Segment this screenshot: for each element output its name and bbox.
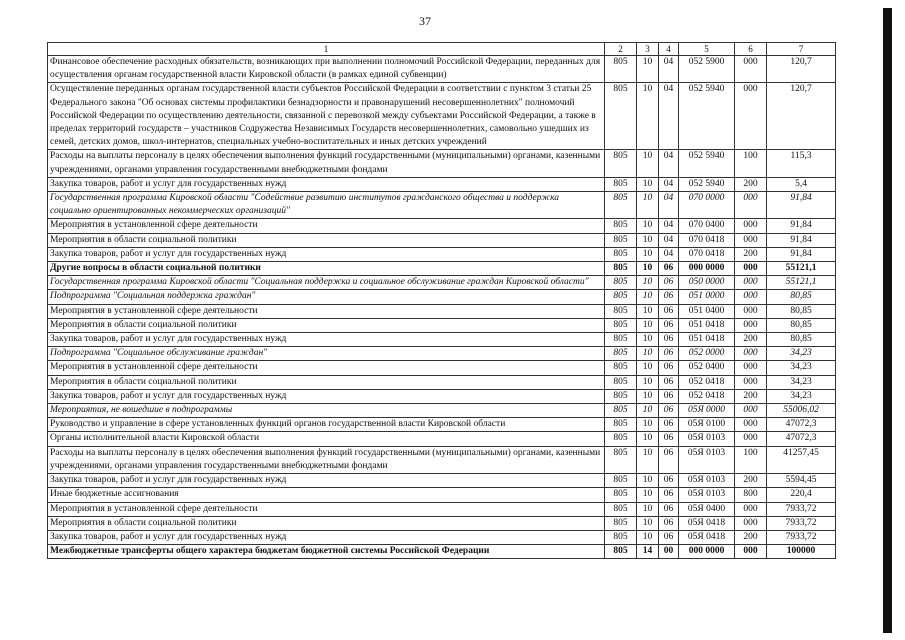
table-row <box>48 233 836 247</box>
subsection-code-cell: 06 <box>659 488 679 502</box>
section-code-cell: 10 <box>637 432 659 446</box>
header-cell: 5 <box>679 43 735 56</box>
ministry-code-cell: 805 <box>605 361 637 375</box>
subsection-code-cell: 06 <box>659 474 679 488</box>
ministry-code-cell: 805 <box>605 432 637 446</box>
amount-cell: 7933,72 <box>767 516 836 530</box>
expense-type-cell: 200 <box>735 177 767 191</box>
expense-type-cell: 000 <box>735 290 767 304</box>
ministry-code-cell: 805 <box>605 290 637 304</box>
ministry-code-cell: 805 <box>605 418 637 432</box>
target-article-cell: 052 0418 <box>679 389 735 403</box>
target-article-cell: 051 0400 <box>679 304 735 318</box>
table-row <box>48 290 836 304</box>
row-name-cell: Мероприятия в установленной сфере деятельности <box>48 304 605 318</box>
amount-cell: 55006,02 <box>767 404 836 418</box>
target-article-cell: 051 0000 <box>679 290 735 304</box>
section-code-cell: 10 <box>637 177 659 191</box>
expense-type-cell: 000 <box>735 233 767 247</box>
table-row <box>48 474 836 488</box>
section-code-cell: 10 <box>637 404 659 418</box>
amount-cell: 34,23 <box>767 347 836 361</box>
section-code-cell: 10 <box>637 233 659 247</box>
ministry-code-cell: 805 <box>605 545 637 559</box>
row-name-cell: Мероприятия в области социальной политики <box>48 375 605 389</box>
target-article-cell: 070 0418 <box>679 247 735 261</box>
amount-cell: 7933,72 <box>767 502 836 516</box>
row-name-cell: Подпрограмма "Социальное обслуживание граждан" <box>48 347 605 361</box>
subsection-code-cell: 04 <box>659 219 679 233</box>
row-name-cell: Мероприятия в области социальной политики <box>48 516 605 530</box>
ministry-code-cell: 805 <box>605 530 637 544</box>
target-article-cell: 052 5900 <box>679 56 735 83</box>
row-name-cell: Закупка товаров, работ и услуг для государственных нужд <box>48 530 605 544</box>
section-code-cell: 10 <box>637 304 659 318</box>
expense-type-cell: 000 <box>735 432 767 446</box>
target-article-cell: 05Я 0400 <box>679 502 735 516</box>
section-code-cell: 10 <box>637 530 659 544</box>
table-row <box>48 333 836 347</box>
amount-cell: 55121,1 <box>767 262 836 276</box>
table-row <box>48 389 836 403</box>
amount-cell: 80,85 <box>767 318 836 332</box>
section-code-cell: 10 <box>637 276 659 290</box>
amount-cell: 220,4 <box>767 488 836 502</box>
row-name-cell: Закупка товаров, работ и услуг для государственных нужд <box>48 333 605 347</box>
expense-type-cell: 200 <box>735 247 767 261</box>
table-row <box>48 545 836 559</box>
row-name-cell: Мероприятия в области социальной политики <box>48 233 605 247</box>
ministry-code-cell: 805 <box>605 262 637 276</box>
expense-type-cell: 200 <box>735 333 767 347</box>
header-row <box>48 43 836 56</box>
amount-cell: 80,85 <box>767 304 836 318</box>
row-name-cell: Расходы на выплаты персоналу в целях обеспечения выполнения функций государственными (муниципальными) органами, казенными учреждениями, органами управления государственными внебюджетными фондами <box>48 150 605 177</box>
table-row <box>48 276 836 290</box>
ministry-code-cell: 805 <box>605 83 637 150</box>
amount-cell: 34,23 <box>767 389 836 403</box>
subsection-code-cell: 06 <box>659 290 679 304</box>
target-article-cell: 051 0418 <box>679 333 735 347</box>
ministry-code-cell: 805 <box>605 150 637 177</box>
row-name-cell: Закупка товаров, работ и услуг для государственных нужд <box>48 389 605 403</box>
table-row <box>48 502 836 516</box>
header-cell: 4 <box>659 43 679 56</box>
expense-type-cell: 000 <box>735 192 767 219</box>
subsection-code-cell: 06 <box>659 432 679 446</box>
target-article-cell: 05Я 0103 <box>679 488 735 502</box>
amount-cell: 91,84 <box>767 247 836 261</box>
expense-type-cell: 000 <box>735 404 767 418</box>
target-article-cell: 051 0418 <box>679 318 735 332</box>
ministry-code-cell: 805 <box>605 219 637 233</box>
section-code-cell: 10 <box>637 192 659 219</box>
amount-cell: 80,85 <box>767 333 836 347</box>
target-article-cell: 000 0000 <box>679 262 735 276</box>
row-name-cell: Государственная программа Кировской области "Социальная поддержка и социальное обслуживание граждан Кировской области" <box>48 276 605 290</box>
subsection-code-cell: 06 <box>659 516 679 530</box>
header-cell: 2 <box>605 43 637 56</box>
amount-cell: 80,85 <box>767 290 836 304</box>
ministry-code-cell: 805 <box>605 516 637 530</box>
expense-type-cell: 200 <box>735 530 767 544</box>
ministry-code-cell: 805 <box>605 177 637 191</box>
amount-cell: 120,7 <box>767 56 836 83</box>
subsection-code-cell: 06 <box>659 502 679 516</box>
amount-cell: 120,7 <box>767 83 836 150</box>
table-row <box>48 192 836 219</box>
header-cell: 7 <box>767 43 836 56</box>
table-row <box>48 530 836 544</box>
section-code-cell: 10 <box>637 83 659 150</box>
amount-cell: 47072,3 <box>767 418 836 432</box>
section-code-cell: 10 <box>637 375 659 389</box>
row-name-cell: Мероприятия в установленной сфере деятельности <box>48 219 605 233</box>
section-code-cell: 10 <box>637 247 659 261</box>
ministry-code-cell: 805 <box>605 375 637 389</box>
ministry-code-cell: 805 <box>605 389 637 403</box>
section-code-cell: 10 <box>637 333 659 347</box>
subsection-code-cell: 04 <box>659 233 679 247</box>
subsection-code-cell: 04 <box>659 150 679 177</box>
subsection-code-cell: 06 <box>659 304 679 318</box>
section-code-cell: 10 <box>637 488 659 502</box>
amount-cell: 41257,45 <box>767 446 836 473</box>
subsection-code-cell: 04 <box>659 83 679 150</box>
expense-type-cell: 000 <box>735 318 767 332</box>
target-article-cell: 052 5940 <box>679 177 735 191</box>
section-code-cell: 10 <box>637 219 659 233</box>
ministry-code-cell: 805 <box>605 247 637 261</box>
row-name-cell: Осуществление переданных органам государственной власти субъектов Российской Федерации в соответствии с пунктом 3 статьи 25 Федерального закона "Об основах системы профилактики безнадзорности и правонарушений несовершеннолетних" полномочий Российской Федерации по осуществлению деятельности, связанной с перевозкой между субъектами Российской Федерации, а также в пределах территорий государств – участников Содружества Независимых Государств несовершеннолетних, самовольно ушедших из семей, детских домов, школ-интернатов, специальных учебно-воспитательных и иных детских учреждений <box>48 83 605 150</box>
table-row <box>48 418 836 432</box>
ministry-code-cell: 805 <box>605 347 637 361</box>
subsection-code-cell: 06 <box>659 333 679 347</box>
subsection-code-cell: 04 <box>659 56 679 83</box>
section-code-cell: 10 <box>637 318 659 332</box>
section-code-cell: 10 <box>637 446 659 473</box>
row-name-cell: Закупка товаров, работ и услуг для государственных нужд <box>48 474 605 488</box>
ministry-code-cell: 805 <box>605 333 637 347</box>
ministry-code-cell: 805 <box>605 502 637 516</box>
subsection-code-cell: 06 <box>659 276 679 290</box>
amount-cell: 34,23 <box>767 361 836 375</box>
expense-type-cell: 800 <box>735 488 767 502</box>
ministry-code-cell: 805 <box>605 474 637 488</box>
amount-cell: 115,3 <box>767 150 836 177</box>
target-article-cell: 05Я 0103 <box>679 432 735 446</box>
amount-cell: 47072,3 <box>767 432 836 446</box>
table-row <box>48 318 836 332</box>
row-name-cell: Иные бюджетные ассигнования <box>48 488 605 502</box>
expense-type-cell: 100 <box>735 150 767 177</box>
subsection-code-cell: 06 <box>659 318 679 332</box>
target-article-cell: 052 0418 <box>679 375 735 389</box>
table-row <box>48 404 836 418</box>
row-name-cell: Закупка товаров, работ и услуг для государственных нужд <box>48 177 605 191</box>
budget-table <box>47 42 836 559</box>
target-article-cell: 052 5940 <box>679 83 735 150</box>
amount-cell: 5594,45 <box>767 474 836 488</box>
row-name-cell: Расходы на выплаты персоналу в целях обеспечения выполнения функций государственными (муниципальными) органами, казенными учреждениями, органами управления государственными внебюджетными фондами <box>48 446 605 473</box>
target-article-cell: 05Я 0103 <box>679 474 735 488</box>
section-code-cell: 10 <box>637 516 659 530</box>
scan-edge-bar <box>883 8 892 633</box>
section-code-cell: 10 <box>637 262 659 276</box>
ministry-code-cell: 805 <box>605 192 637 219</box>
target-article-cell: 000 0000 <box>679 545 735 559</box>
subsection-code-cell: 04 <box>659 192 679 219</box>
target-article-cell: 052 0000 <box>679 347 735 361</box>
row-name-cell: Межбюджетные трансферты общего характера бюджетам бюджетной системы Российской Федерации <box>48 545 605 559</box>
header-cell: 1 <box>48 43 605 56</box>
amount-cell: 34,23 <box>767 375 836 389</box>
expense-type-cell: 000 <box>735 83 767 150</box>
target-article-cell: 052 5940 <box>679 150 735 177</box>
target-article-cell: 05Я 0000 <box>679 404 735 418</box>
section-code-cell: 10 <box>637 150 659 177</box>
subsection-code-cell: 00 <box>659 545 679 559</box>
row-name-cell: Мероприятия в установленной сфере деятельности <box>48 361 605 375</box>
amount-cell: 91,84 <box>767 233 836 247</box>
target-article-cell: 070 0400 <box>679 219 735 233</box>
table-row <box>48 219 836 233</box>
expense-type-cell: 000 <box>735 262 767 276</box>
ministry-code-cell: 805 <box>605 56 637 83</box>
ministry-code-cell: 805 <box>605 446 637 473</box>
subsection-code-cell: 04 <box>659 247 679 261</box>
table-row <box>48 304 836 318</box>
table-row <box>48 488 836 502</box>
row-name-cell: Мероприятия, не вошедшие в подпрограммы <box>48 404 605 418</box>
table-row <box>48 56 836 83</box>
subsection-code-cell: 06 <box>659 262 679 276</box>
expense-type-cell: 000 <box>735 375 767 389</box>
row-name-cell: Финансовое обеспечение расходных обязательств, возникающих при выполнении полномочий Российской Федерации, переданных для осуществления органам государственной власти Кировской области (в рамках единой субвенции) <box>48 56 605 83</box>
table-row <box>48 516 836 530</box>
header-cell: 3 <box>637 43 659 56</box>
ministry-code-cell: 805 <box>605 488 637 502</box>
target-article-cell: 05Я 0418 <box>679 530 735 544</box>
target-article-cell: 070 0000 <box>679 192 735 219</box>
ministry-code-cell: 805 <box>605 233 637 247</box>
section-code-cell: 10 <box>637 474 659 488</box>
expense-type-cell: 000 <box>735 304 767 318</box>
expense-type-cell: 200 <box>735 474 767 488</box>
section-code-cell: 10 <box>637 347 659 361</box>
target-article-cell: 052 0400 <box>679 361 735 375</box>
expense-type-cell: 000 <box>735 276 767 290</box>
subsection-code-cell: 06 <box>659 404 679 418</box>
row-name-cell: Подпрограмма "Социальная поддержка граждан" <box>48 290 605 304</box>
expense-type-cell: 000 <box>735 347 767 361</box>
target-article-cell: 05Я 0103 <box>679 446 735 473</box>
target-article-cell: 05Я 0100 <box>679 418 735 432</box>
section-code-cell: 10 <box>637 502 659 516</box>
page-number: 37 <box>419 14 431 28</box>
ministry-code-cell: 805 <box>605 404 637 418</box>
expense-type-cell: 000 <box>735 361 767 375</box>
section-code-cell: 10 <box>637 418 659 432</box>
target-article-cell: 05Я 0418 <box>679 516 735 530</box>
subsection-code-cell: 06 <box>659 446 679 473</box>
amount-cell: 55121,1 <box>767 276 836 290</box>
subsection-code-cell: 06 <box>659 389 679 403</box>
expense-type-cell: 200 <box>735 389 767 403</box>
section-code-cell: 10 <box>637 389 659 403</box>
row-name-cell: Мероприятия в установленной сфере деятельности <box>48 502 605 516</box>
amount-cell: 5,4 <box>767 177 836 191</box>
target-article-cell: 050 0000 <box>679 276 735 290</box>
subsection-code-cell: 06 <box>659 418 679 432</box>
subsection-code-cell: 06 <box>659 361 679 375</box>
header-cell: 6 <box>735 43 767 56</box>
table-row <box>48 375 836 389</box>
row-name-cell: Руководство и управление в сфере установленных функций органов государственной власти Кировской области <box>48 418 605 432</box>
subsection-code-cell: 06 <box>659 530 679 544</box>
amount-cell: 91,84 <box>767 219 836 233</box>
expense-type-cell: 000 <box>735 219 767 233</box>
table-row <box>48 361 836 375</box>
subsection-code-cell: 06 <box>659 375 679 389</box>
target-article-cell: 070 0418 <box>679 233 735 247</box>
row-name-cell: Органы исполнительной власти Кировской области <box>48 432 605 446</box>
row-name-cell: Закупка товаров, работ и услуг для государственных нужд <box>48 247 605 261</box>
ministry-code-cell: 805 <box>605 276 637 290</box>
table-row <box>48 446 836 473</box>
ministry-code-cell: 805 <box>605 318 637 332</box>
table-row <box>48 150 836 177</box>
amount-cell: 100000 <box>767 545 836 559</box>
section-code-cell: 10 <box>637 361 659 375</box>
table-row <box>48 432 836 446</box>
expense-type-cell: 000 <box>735 516 767 530</box>
section-code-cell: 14 <box>637 545 659 559</box>
expense-type-cell: 000 <box>735 545 767 559</box>
amount-cell: 91,84 <box>767 192 836 219</box>
section-code-cell: 10 <box>637 56 659 83</box>
expense-type-cell: 000 <box>735 502 767 516</box>
table-row <box>48 83 836 150</box>
expense-type-cell: 000 <box>735 56 767 83</box>
section-code-cell: 10 <box>637 290 659 304</box>
row-name-cell: Мероприятия в области социальной политики <box>48 318 605 332</box>
amount-cell: 7933,72 <box>767 530 836 544</box>
table-row <box>48 247 836 261</box>
row-name-cell: Другие вопросы в области социальной политики <box>48 262 605 276</box>
ministry-code-cell: 805 <box>605 304 637 318</box>
table-row <box>48 347 836 361</box>
table-row <box>48 177 836 191</box>
expense-type-cell: 000 <box>735 418 767 432</box>
subsection-code-cell: 04 <box>659 177 679 191</box>
row-name-cell: Государственная программа Кировской области "Содействие развитию институтов гражданского общества и поддержка социально ориентированных некоммерческих организаций" <box>48 192 605 219</box>
table-row <box>48 262 836 276</box>
expense-type-cell: 100 <box>735 446 767 473</box>
subsection-code-cell: 06 <box>659 347 679 361</box>
